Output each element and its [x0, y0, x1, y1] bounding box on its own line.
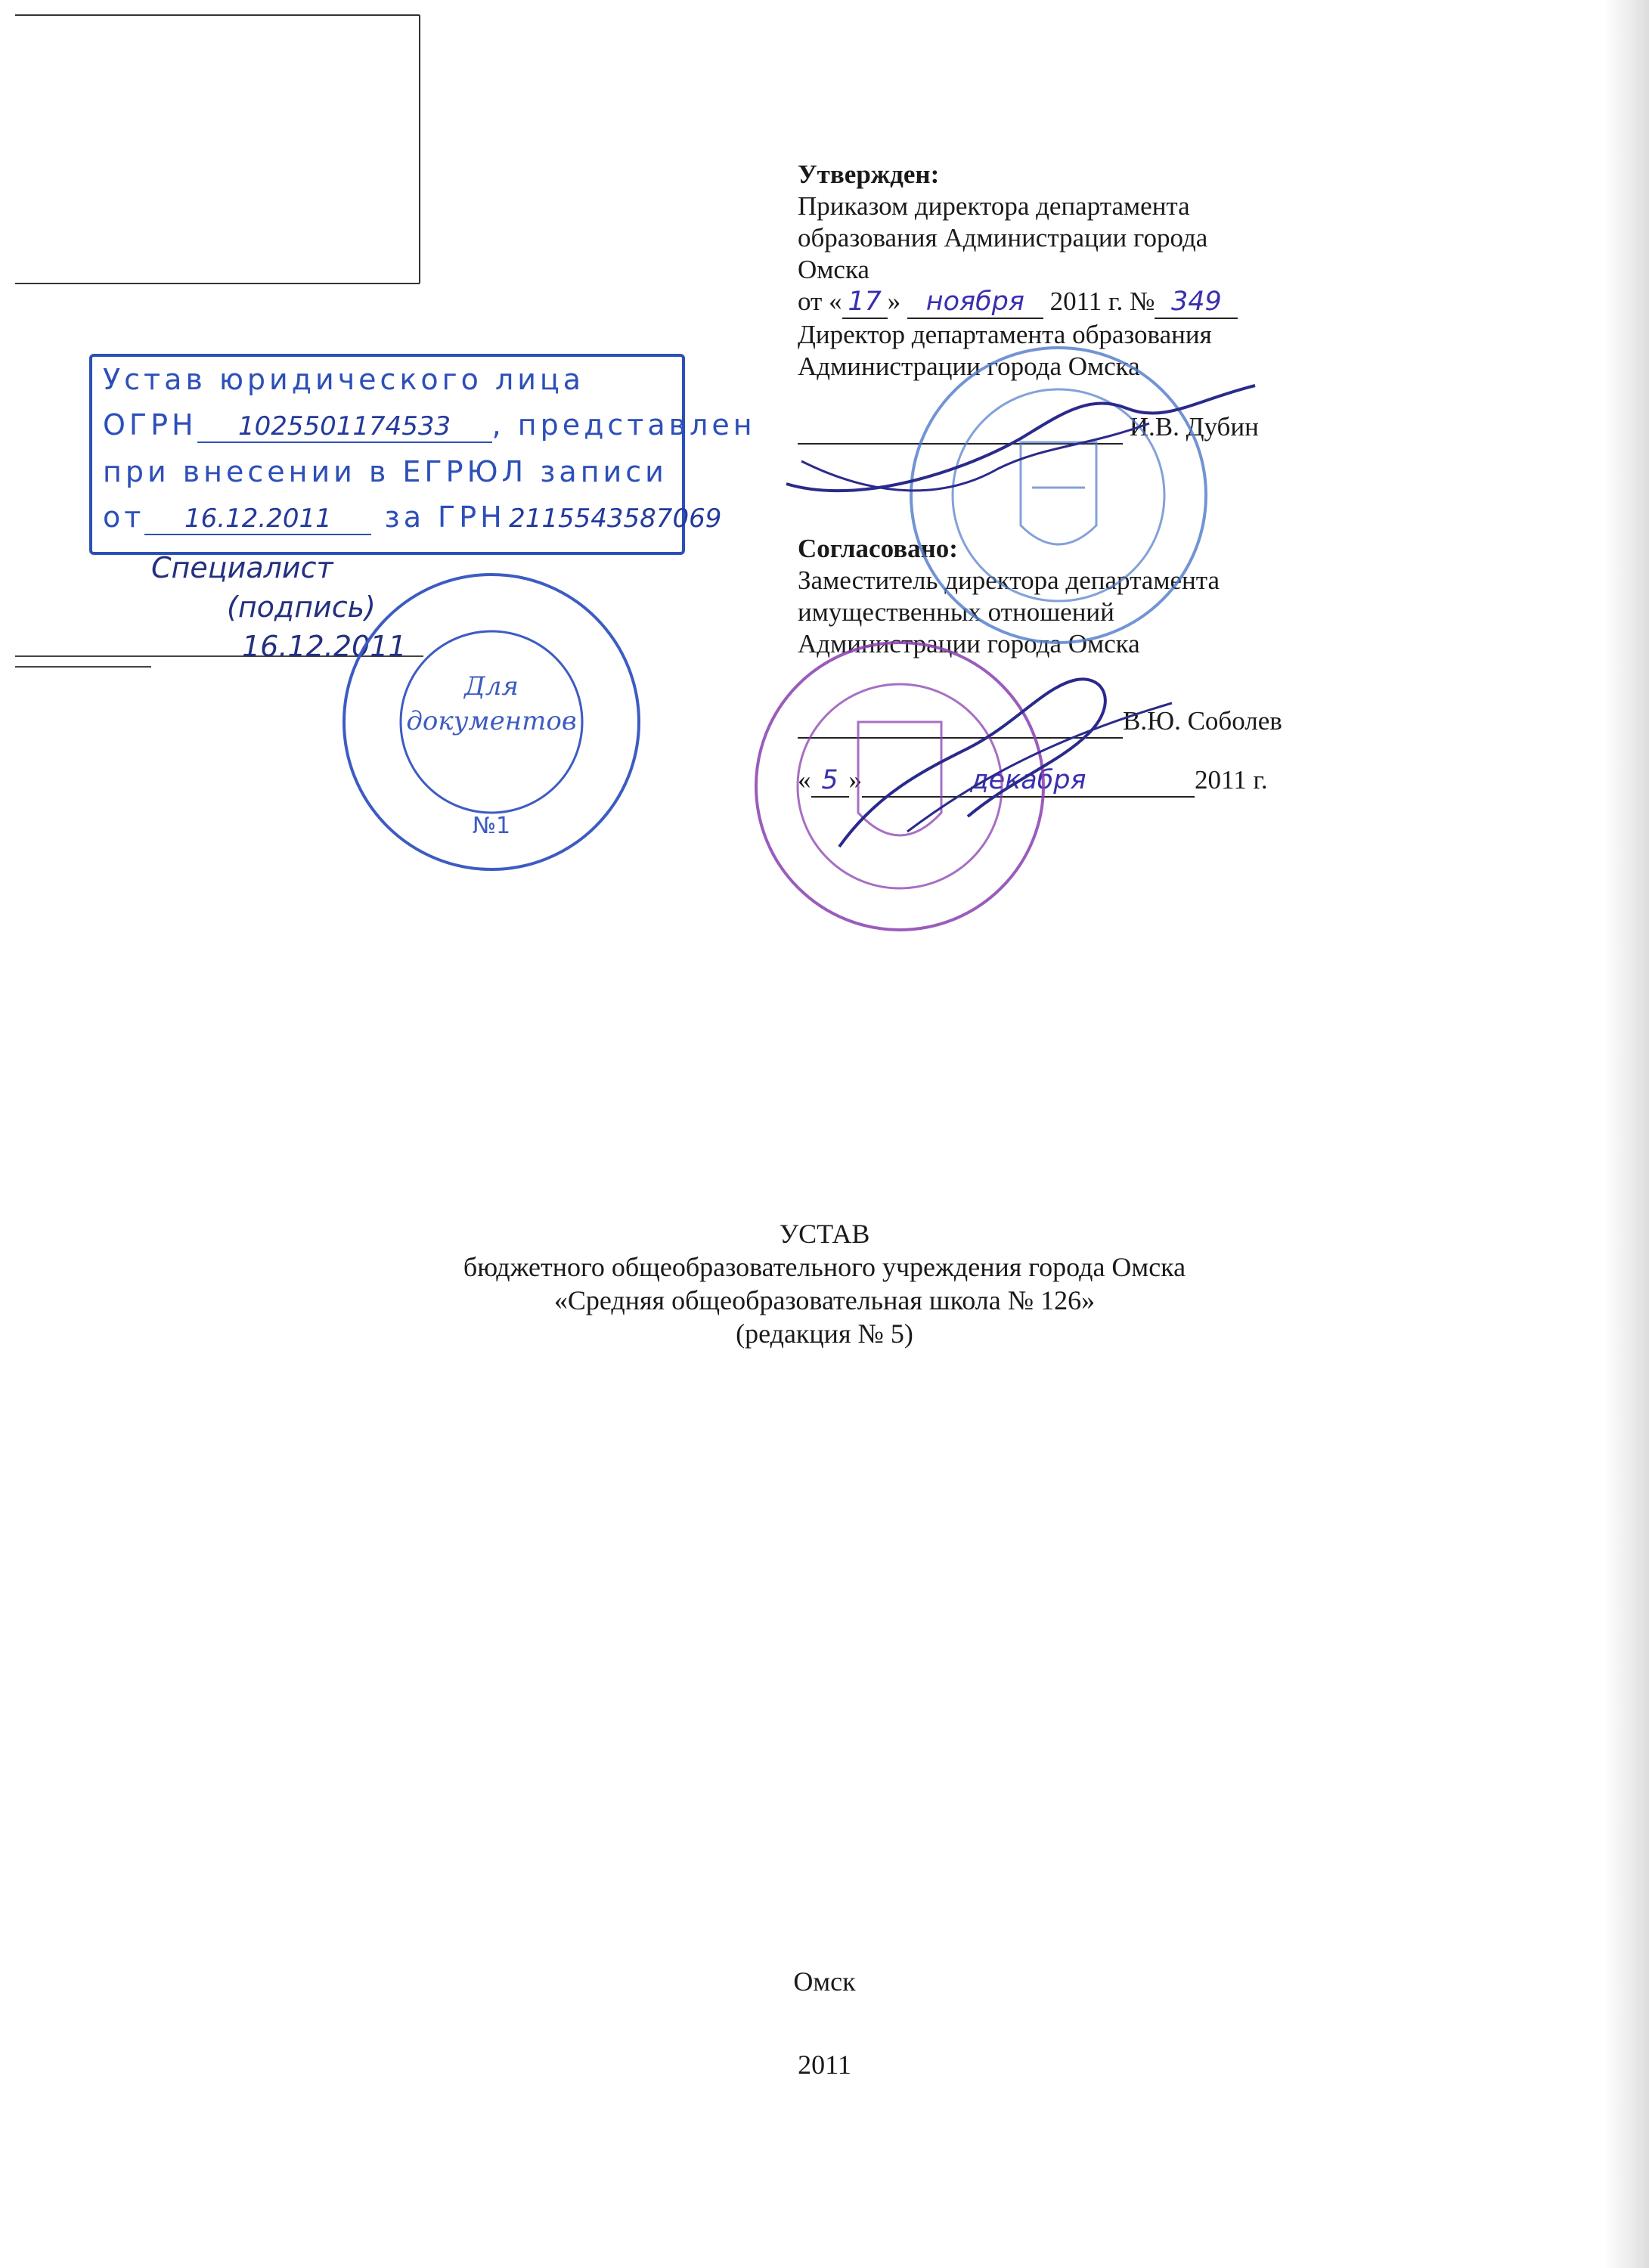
reg-row1: Устав юридического лица: [103, 363, 585, 396]
reg-date-value: 16.12.2011: [144, 503, 371, 535]
tax-seal-center-line2: документов: [406, 706, 577, 736]
agreed-line1: Заместитель директора департамента: [798, 565, 1220, 595]
grn-value: 2115543587069: [509, 503, 722, 534]
agreed-date-day: 5: [811, 764, 849, 798]
footer-year: 2011: [798, 2050, 851, 2080]
registration-stamp: [89, 354, 756, 555]
reg-row3: при внесении в ЕГРЮЛ записи: [103, 455, 668, 488]
title-line1: бюджетного общеобразовательного учреждения города Омска: [463, 1252, 1186, 1282]
grn-label: за ГРН: [384, 500, 506, 534]
date-year: 2011 г. №: [1049, 287, 1155, 316]
signature-dubin: [771, 355, 1300, 522]
approved-date-line: [798, 286, 1259, 319]
approved-line1: Приказом директора департамента: [798, 191, 1190, 221]
approved-line2: образования Администрации города: [798, 223, 1208, 253]
agreed-date-month: декабря: [862, 764, 1195, 798]
tax-seal-center-line1: Для: [464, 671, 519, 702]
signature-sobolev: [817, 658, 1210, 869]
ogrn-label: ОГРН: [103, 408, 197, 442]
approved-signer: И.В. Дубин: [1129, 412, 1259, 442]
title-line3: (редакция № 5): [736, 1318, 913, 1349]
note-date: 16.12.2011: [242, 630, 407, 663]
reg-row2: [103, 408, 756, 443]
agreed-date-mid: »: [848, 765, 862, 795]
tax-seal-center: [333, 669, 650, 739]
approved-position1: Директор департамента образования: [798, 320, 1212, 349]
doc-type: УСТАВ: [779, 1219, 870, 1249]
ogrn-value: 1025501174533: [197, 411, 492, 443]
reg-date-label: от: [103, 500, 145, 534]
agreed-line3: Администрации города Омска: [798, 629, 1140, 658]
agreed-line2: имущественных отношений: [798, 597, 1114, 627]
tax-seal-number: №1: [472, 813, 511, 839]
title-line2: «Средняя общеобразовательная школа № 126»: [553, 1285, 1096, 1315]
note-line1: Специалист: [151, 551, 333, 584]
date-day: 17: [842, 286, 888, 319]
note-line2: (подпись): [227, 590, 376, 624]
document-title-block: [0, 1217, 1649, 1350]
agreed-heading: Согласовано:: [798, 534, 958, 563]
date-prefix: от «: [798, 287, 842, 316]
date-month: ноября: [907, 286, 1043, 319]
reg-row4: [103, 500, 725, 535]
tax-service-seal: [333, 563, 650, 881]
agreed-date-prefix: «: [798, 765, 811, 795]
order-number: 349: [1155, 286, 1238, 319]
agreed-date-suffix: 2011 г.: [1195, 765, 1268, 795]
agreed-signer: В.Ю. Соболев: [1123, 706, 1282, 736]
approved-heading: Утвержден:: [798, 160, 940, 189]
date-mid: »: [887, 287, 901, 316]
reg-row2-suffix: , представлен: [491, 408, 756, 442]
footer-city: Омск: [793, 1966, 856, 1997]
approved-position2: Администрации города Омска: [798, 352, 1140, 381]
approved-line3: Омска: [798, 255, 869, 284]
